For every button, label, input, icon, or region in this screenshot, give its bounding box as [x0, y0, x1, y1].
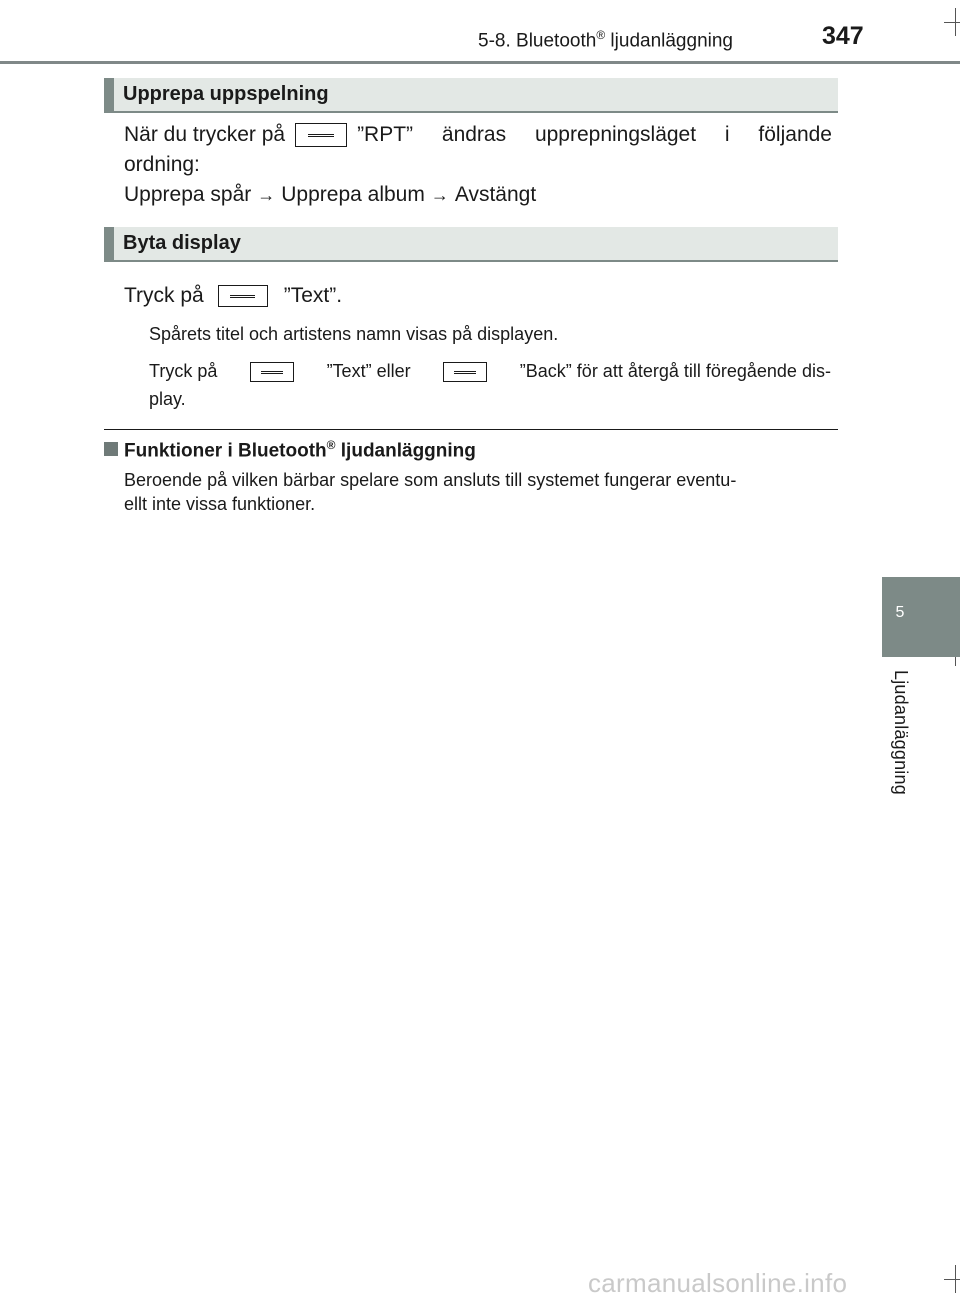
display-back-line-2: play. — [149, 389, 186, 409]
section-heading-display-text: Byta display — [123, 232, 241, 254]
note-title-suffix: ljudanläggning — [335, 440, 476, 462]
header-registered-mark: ® — [596, 28, 606, 42]
display-back-line — [149, 361, 831, 382]
text-button-icon — [218, 285, 268, 307]
header-rule — [0, 61, 960, 64]
display-press-b: ”Text”. — [283, 284, 343, 307]
repeat-seq-track: Upprepa spår — [124, 183, 252, 206]
watermark: carmanualsonline.info — [588, 1268, 848, 1298]
note-text-line-1: Beroende på vilken bärbar spelare som ansluts till systemet fungerar eventu- — [124, 470, 737, 490]
repeat-seq-album: Upprepa album — [281, 183, 425, 206]
repeat-sequence — [124, 183, 536, 207]
note-title — [104, 438, 476, 462]
display-back-b: ”Text” eller — [326, 361, 411, 381]
repeat-line-1 — [124, 123, 832, 147]
chapter-tab-label: Ljudanläggning — [891, 670, 911, 795]
note-divider — [104, 429, 838, 430]
section-heading-repeat-text: Upprepa uppspelning — [123, 83, 329, 105]
back-button-icon — [443, 362, 487, 382]
page-number: 347 — [822, 22, 864, 50]
display-press-a: Tryck på — [124, 284, 204, 307]
rpt-button-icon — [295, 123, 347, 147]
repeat-line-1-a: När du trycker på — [124, 123, 286, 146]
header-section-prefix: 5-8. Bluetooth — [478, 30, 597, 52]
repeat-seq-off: Avstängt — [454, 183, 537, 206]
repeat-line-1-b: ”RPT” ändras upprepningsläget i följande — [357, 123, 832, 146]
note-title-prefix: Funktioner i Bluetooth — [124, 440, 327, 462]
crop-mark-top-right-h — [944, 22, 960, 23]
display-press-line — [124, 284, 342, 308]
display-back-a: Tryck på — [149, 361, 218, 381]
display-info: Spårets titel och artistens namn visas på displayen. — [149, 324, 559, 344]
arrow-right-icon: → — [430, 185, 449, 205]
arrow-right-icon: → — [257, 185, 276, 205]
note-text-line-2: ellt inte vissa funktioner. — [124, 494, 316, 514]
running-header — [478, 28, 733, 52]
text-button-icon-2 — [250, 362, 294, 382]
note-registered-mark: ® — [326, 438, 336, 452]
crop-mark-bottom-right-h — [944, 1279, 960, 1280]
section-heading-display — [104, 227, 838, 262]
repeat-line-2: ordning: — [124, 153, 200, 176]
header-section-suffix: ljudanläggning — [605, 30, 733, 52]
chapter-tab-number: 5 — [895, 604, 905, 621]
square-bullet-icon — [104, 442, 118, 456]
display-back-c: ”Back” för att återgå till föregående dis- — [519, 361, 831, 381]
section-heading-repeat — [104, 78, 838, 113]
